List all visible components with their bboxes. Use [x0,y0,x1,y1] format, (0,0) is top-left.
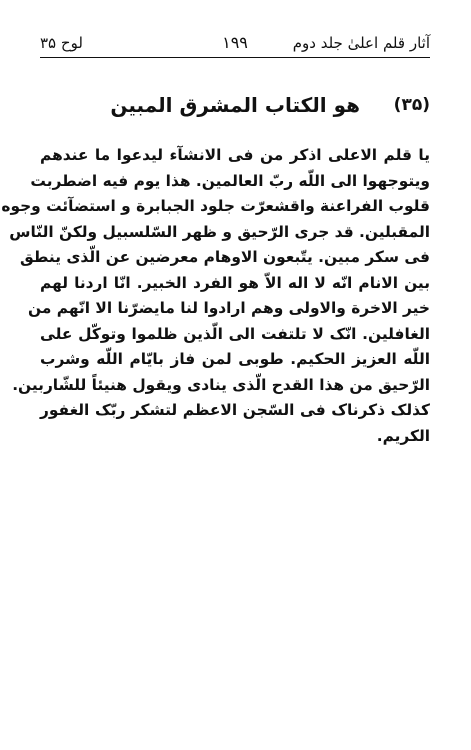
body-line: فی سکر مبین. یتّبعون الاوهام معرضین عن الّذی ینطق [20,248,430,266]
header-rule [40,57,430,58]
section-number: (۳۵) [393,95,430,115]
body-line: بین الانام انّه لا اله الاّ هو الفرد الخبیر. انّا اردنا لهم [40,273,430,292]
page-number: ۱۹۹ [222,33,248,52]
body-line: قلوب الفراعنة واقشعرّت جلود الجبابرة و استضآئت وجوه [1,197,430,215]
body-line: کذلک ذکرناک فی السّجن الاعظم لتشکر ربّک الغفور [40,401,430,419]
section-heading [40,93,430,125]
body-line: الرّحیق من هذا القدح الّذی ینادی ویقول هنیئاً للشّاربین. [12,375,430,394]
body-line: یا قلم الاعلی اذکر من فی الانشآء لیدعوا ما عندهم [40,146,430,164]
running-head: آثار قلم اعلیٰ جلد دوم [292,34,430,52]
body-line: الغافلین. انّک لا تلتفت الی الّذین ظلموا وتوکّل علی [40,324,430,343]
body-line: المقبلین. قد جری الرّحیق و ظهر السّلسبیل ولکنّ النّاس [9,222,430,241]
body-line: خیر الاخرة والاولی وهم ارادوا لنا مایضرّنا الا انّهم من [28,299,430,317]
section-title: هو الکتاب المشرق المبین [110,93,360,117]
body-line: ویتوجهوا الی اللّه ربّ العالمین. هذا یوم فیه اضطربت [30,171,430,190]
tablet-number: لوح ۳۵ [40,34,83,52]
body-line: اللّه العزیز الحکیم. طوبی لمن فاز بایّام اللّه وشرب [40,350,430,368]
body-text [1,143,430,449]
body-line: الکریم. [376,426,430,445]
page-header [40,32,430,60]
